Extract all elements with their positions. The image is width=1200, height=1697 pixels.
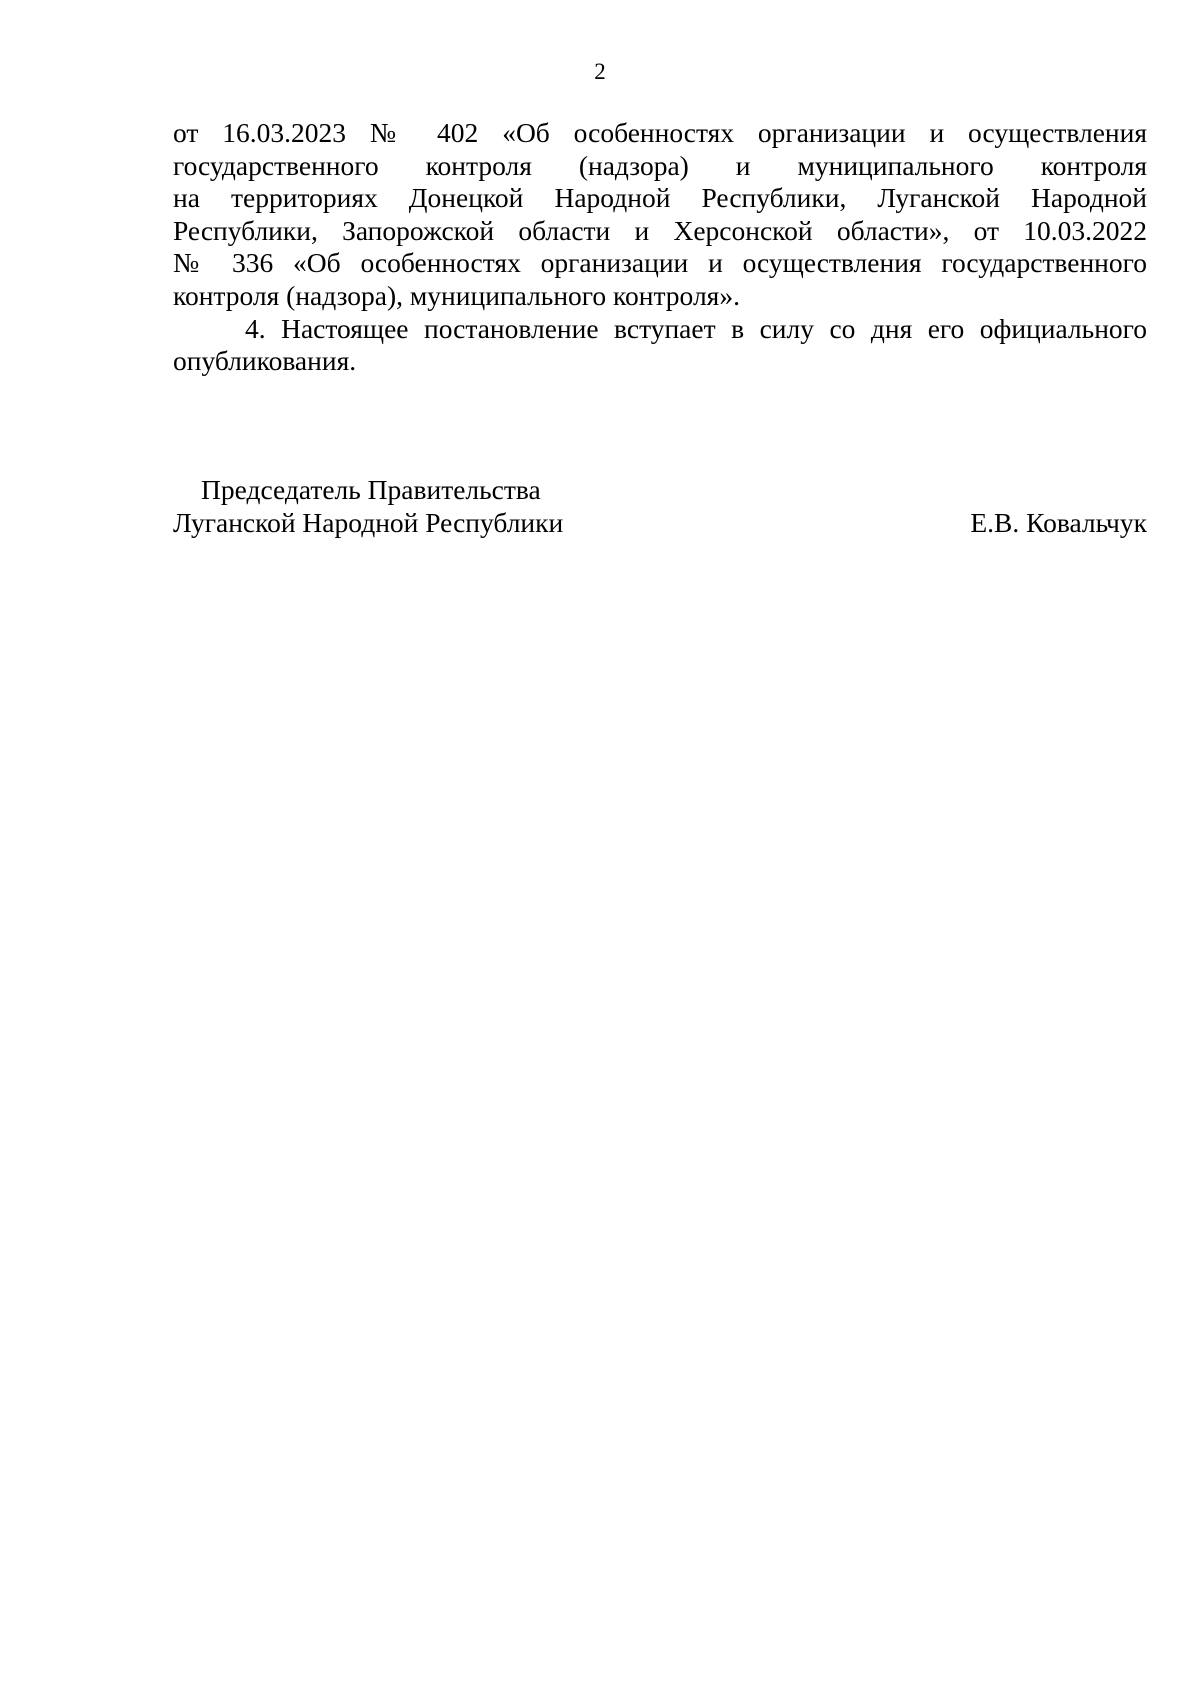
- paragraph-item-4: [173, 313, 1147, 378]
- signatory-title-line-2: Луганской Народной Республики: [173, 506, 564, 538]
- paragraph-continuation: [173, 117, 1147, 313]
- text-line: № 336 «Об особенностях организации и осуществления государственного: [173, 247, 1147, 279]
- document-body: [173, 117, 1147, 378]
- text-line: на территориях Донецкой Народной Республики, Луганской Народной: [173, 182, 1147, 214]
- signature-row: [173, 507, 1147, 540]
- text-line: Республики, Запорожской области и Херсонской области», от 10.03.2022: [173, 214, 1147, 246]
- signatory-name: Е.В. Ковальчук: [970, 506, 1147, 538]
- text-line: государственного контроля (надзора) и муниципального контроля: [173, 149, 1147, 181]
- signature-block: [173, 474, 1147, 539]
- text-line: 4. Настоящее постановление вступает в силу со дня его официального: [245, 312, 1147, 344]
- text-line: контроля (надзора), муниципального контроля».: [173, 279, 740, 311]
- page-number: 2: [594, 59, 606, 84]
- text-line: от 16.03.2023 № 402 «Об особенностях организации и осуществления: [173, 117, 1147, 148]
- text-line: опубликования.: [173, 345, 357, 377]
- signatory-title-line-1: Председатель Правительства: [201, 474, 541, 505]
